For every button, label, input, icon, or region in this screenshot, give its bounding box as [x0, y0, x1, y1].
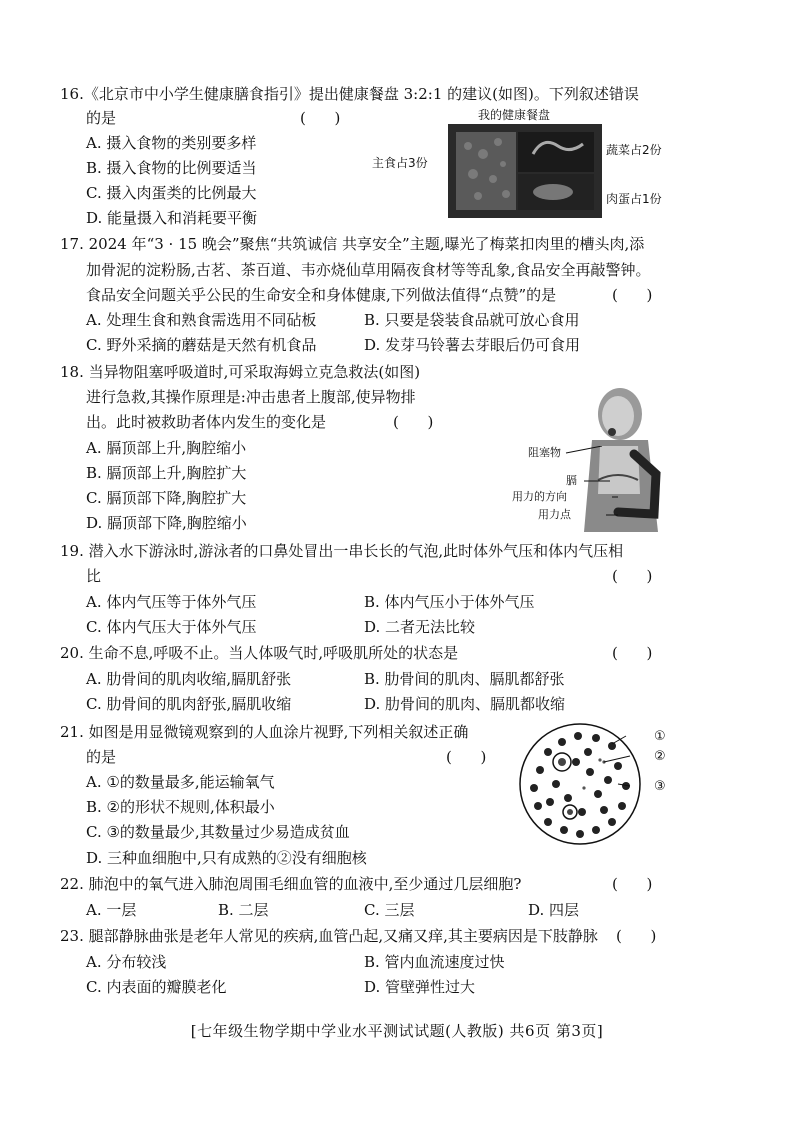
q18-label-force-point: 用力点 [538, 508, 571, 521]
q20-option-c: C. 肋骨间的肌肉舒张,膈肌收缩 [86, 695, 292, 713]
q22-option-c: C. 三层 [364, 901, 415, 919]
q21-label-2: ② [654, 749, 666, 764]
q23-option-d: D. 管壁弹性过大 [364, 978, 476, 996]
q22-answer-paren: ( ) [612, 875, 653, 893]
q21-label-3: ③ [654, 779, 666, 794]
q18-label-obstruction: 阻塞物 [528, 446, 561, 459]
q19-stem-line-2: 比 [86, 567, 102, 585]
q20-stem-line-1: 20. 生命不息,呼吸不止。当人体吸气时,呼吸肌所处的状态是 [60, 644, 459, 662]
q19-answer-paren: ( ) [612, 567, 653, 585]
q21-answer-paren: ( ) [446, 748, 487, 766]
q18-label-force-direction: 用力的方向 [512, 490, 567, 503]
q19-option-a: A. 体内气压等于体外气压 [86, 593, 257, 611]
q17-stem-line-1: 17. 2024 年“3 · 15 晚会”聚焦“共筑诚信 共享安全”主题,曝光了梅菜扣肉里的槽头肉,添 [60, 235, 645, 253]
q18-label-diaphragm: 膈 [566, 474, 577, 487]
q23-option-b: B. 管内血流速度过快 [364, 953, 505, 971]
q19-option-d: D. 二者无法比较 [364, 618, 476, 636]
q21-label-1: ① [654, 729, 666, 744]
q19-stem-line-1: 19. 潜入水下游泳时,游泳者的口鼻处冒出一串长长的气泡,此时体外气压和体内气压相 [60, 542, 624, 560]
q17-stem-line-3: 食品安全问题关乎公民的生命安全和身体健康,下列做法值得“点赞”的是 [86, 286, 557, 304]
q21-option-c: C. ③的数量最少,其数量过少易造成贫血 [86, 823, 350, 841]
q19-option-b: B. 体内气压小于体外气压 [364, 593, 535, 611]
q22-option-b: B. 二层 [218, 901, 269, 919]
page-footer: [七年级生物学期中学业水平测试试题(人教版) 共6页 第3页] [190, 1022, 604, 1040]
q16-option-b: B. 摄入食物的比例要适当 [86, 159, 257, 177]
q20-answer-paren: ( ) [612, 644, 653, 662]
q23-stem-line-1: 23. 腿部静脉曲张是老年人常见的疾病,血管凸起,又痛又痒,其主要病因是下肢静脉 [60, 927, 598, 945]
q18-option-c: C. 膈顶部下降,胸腔扩大 [86, 489, 247, 507]
q16-label-meat-egg: 肉蛋占1份 [606, 192, 662, 206]
q16-stem-line-2: 的是 [86, 109, 117, 127]
q20-option-a: A. 肋骨间的肌肉收缩,膈肌舒张 [86, 670, 292, 688]
q17-option-a: A. 处理生食和熟食需选用不同砧板 [86, 311, 317, 329]
healthy-plate-figure [448, 124, 602, 218]
q17-answer-paren: ( ) [612, 286, 653, 304]
q16-option-d: D. 能量摄入和消耗要平衡 [86, 209, 258, 227]
q17-option-b: B. 只要是袋装食品就可放心食用 [364, 311, 580, 329]
q18-stem-line-3: 出。此时被救助者体内发生的变化是 [86, 413, 327, 431]
q16-option-c: C. 摄入肉蛋类的比例最大 [86, 184, 257, 202]
q21-option-d: D. 三种血细胞中,只有成熟的②没有细胞核 [86, 849, 367, 867]
q23-option-a: A. 分布较浅 [86, 953, 167, 971]
q18-leader-lines [560, 446, 620, 518]
q21-option-a: A. ①的数量最多,能运输氧气 [86, 773, 275, 791]
q16-stem-line-1: 16.《北京市中小学生健康膳食指引》提出健康餐盘 3:2:1 的建议(如图)。下列叙述错误 [60, 85, 639, 103]
q20-option-b: B. 肋骨间的肌肉、膈肌都舒张 [364, 670, 565, 688]
q21-stem-line-2: 的是 [86, 748, 117, 766]
q23-answer-paren: ( ) [616, 927, 657, 945]
q16-label-staple: 主食占3份 [372, 156, 428, 170]
q18-stem-line-1: 18. 当异物阻塞呼吸道时,可采取海姆立克急救法(如图) [60, 363, 421, 381]
q18-stem-line-2: 进行急救,其操作原理是:冲击患者上腹部,使异物排 [86, 388, 416, 406]
q19-option-c: C. 体内气压大于体外气压 [86, 618, 257, 636]
q16-answer-paren: ( ) [300, 109, 341, 127]
blood-smear-figure [518, 722, 642, 846]
q18-option-b: B. 膈顶部上升,胸腔扩大 [86, 464, 247, 482]
q21-stem-line-1: 21. 如图是用显微镜观察到的人血涂片视野,下列相关叙述正确 [60, 723, 469, 741]
q16-figure-title: 我的健康餐盘 [478, 108, 551, 122]
q17-stem-line-2: 加骨泥的淀粉肠,古茗、茶百道、韦亦烧仙草用隔夜食材等等乱象,食品安全再敲警钟。 [86, 261, 651, 279]
q21-option-b: B. ②的形状不规则,体积最小 [86, 798, 275, 816]
q18-answer-paren: ( ) [393, 413, 434, 431]
q22-option-a: A. 一层 [86, 901, 137, 919]
q17-option-c: C. 野外采摘的蘑菇是天然有机食品 [86, 336, 317, 354]
q22-option-d: D. 四层 [528, 901, 580, 919]
q23-option-c: C. 内表面的瓣膜老化 [86, 978, 227, 996]
q22-stem-line-1: 22. 肺泡中的氧气进入肺泡周围毛细血管的血液中,至少通过几层细胞? [60, 875, 522, 893]
q16-label-vegetable: 蔬菜占2份 [606, 143, 662, 157]
q20-option-d: D. 肋骨间的肌肉、膈肌都收缩 [364, 695, 566, 713]
q16-option-a: A. 摄入食物的类别要多样 [86, 134, 257, 152]
q18-option-a: A. 膈顶部上升,胸腔缩小 [86, 439, 247, 457]
q17-option-d: D. 发芽马铃薯去芽眼后仍可食用 [364, 336, 581, 354]
q18-option-d: D. 膈顶部下降,胸腔缩小 [86, 514, 247, 532]
